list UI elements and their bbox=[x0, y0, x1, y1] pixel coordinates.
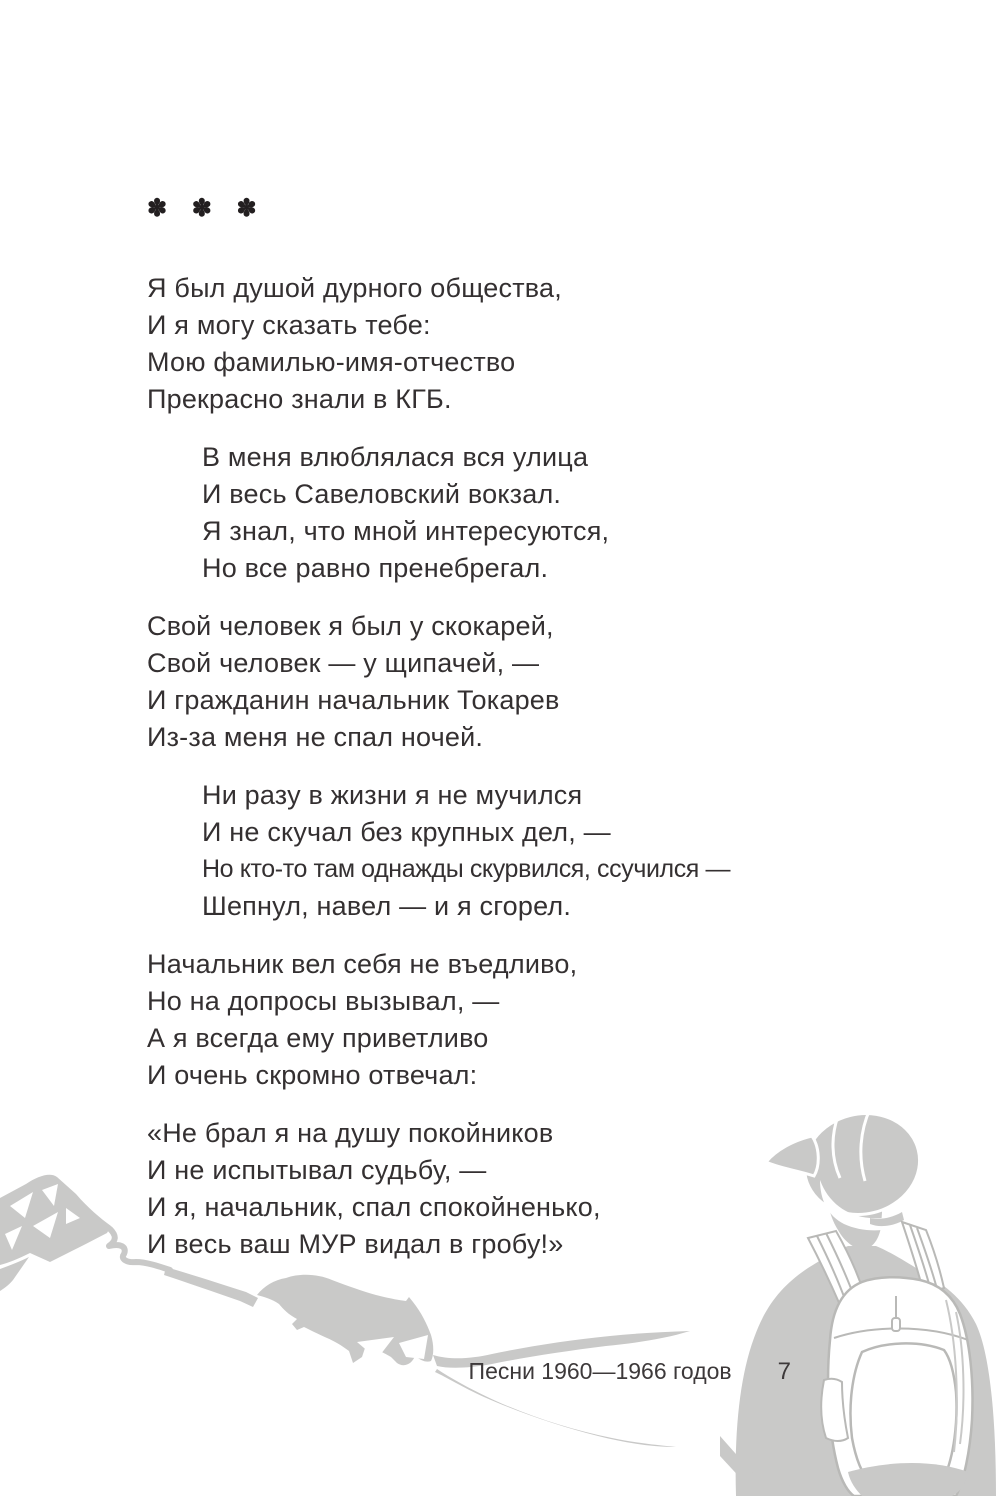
poem bbox=[147, 270, 730, 1284]
poem-line: Из-за меня не спал ночей. bbox=[147, 722, 484, 752]
poem-line: Свой человек я был у скокарей, bbox=[147, 611, 554, 641]
poem-stanza bbox=[202, 439, 730, 587]
poem-line: В меня влюблялася вся улица bbox=[202, 442, 589, 472]
poem-line: И я могу сказать тебе: bbox=[147, 310, 431, 340]
poem-line: «Не брал я на душу покойников bbox=[147, 1118, 554, 1148]
poem-line: А я всегда ему приветливо bbox=[147, 1023, 489, 1053]
poem-line: Мою фамилью-имя-отчество bbox=[147, 347, 516, 377]
poem-line: Прекрасно знали в КГБ. bbox=[147, 384, 452, 414]
poem-stanza bbox=[147, 946, 730, 1094]
section-divider-asterisks: ✽ ✽ ✽ bbox=[147, 195, 266, 222]
poem-line: Я знал, что мной интересуются, bbox=[202, 516, 610, 546]
poem-line: И не скучал без крупных дел, — bbox=[202, 817, 611, 847]
poem-stanza bbox=[147, 608, 730, 756]
poem-stanza bbox=[202, 777, 730, 925]
poem-line: И весь ваш МУР видал в гробу!» bbox=[147, 1229, 564, 1259]
poem-line: И я, начальник, спал спокойненько, bbox=[147, 1192, 601, 1222]
hiker-illustration bbox=[720, 1100, 1000, 1496]
poem-line: И не испытывал судьбу, — bbox=[147, 1155, 487, 1185]
poem-line: Свой человек — у щипачей, — bbox=[147, 648, 540, 678]
footer-running-title: Песни 1960—1966 годов bbox=[468, 1358, 732, 1384]
poem-stanza bbox=[147, 270, 730, 418]
poem-line: И очень скромно отвечал: bbox=[147, 1060, 478, 1090]
footer bbox=[0, 1358, 791, 1386]
poem-line: Но на допросы вызывал, — bbox=[147, 986, 500, 1016]
poem-line: Шепнул, навел — и я сгорел. bbox=[202, 891, 572, 921]
poem-line: Но все равно пренебрегал. bbox=[202, 553, 549, 583]
page-number: 7 bbox=[777, 1358, 791, 1385]
poem-line: Я был душой дурного общества, bbox=[147, 273, 562, 303]
poem-line: Ни разу в жизни я не мучился bbox=[202, 780, 583, 810]
poem-line: И весь Савеловский вокзал. bbox=[202, 479, 562, 509]
poem-line: И гражданин начальник Токарев bbox=[147, 685, 560, 715]
poem-line: Начальник вел себя не въедливо, bbox=[147, 949, 578, 979]
poem-line: Но кто-то там однажды скурвился, ссучился — bbox=[202, 855, 731, 883]
poem-stanza bbox=[147, 1115, 730, 1263]
